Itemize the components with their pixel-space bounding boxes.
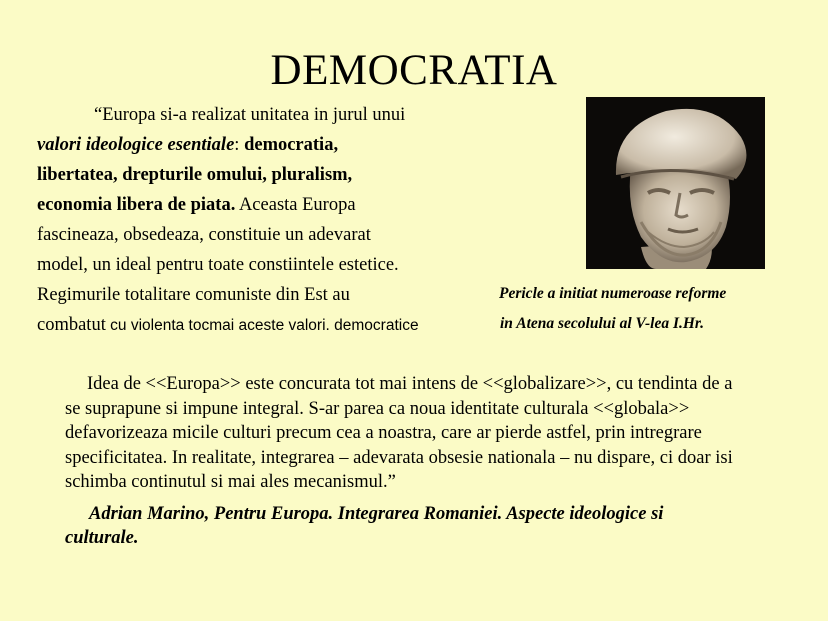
- quote-line-6: model, un ideal pentru toate constiintele estetice.: [37, 255, 399, 275]
- paragraph-line-3: defavorizeaza micile culturi precum cea a noastra, care ar pierde astfel, prin intregrare: [65, 423, 702, 443]
- citation-line-1: Adrian Marino, Pentru Europa. Integrarea Romaniei. Aspecte ideologice si: [89, 504, 664, 524]
- quote-line-5: fascineaza, obsedeaza, constituie un adevarat: [37, 225, 371, 245]
- quote-line-1: “Europa si-a realizat unitatea in jurul unui: [94, 105, 406, 125]
- quote-bold-term: democratia,: [244, 135, 339, 155]
- citation-line-2: culturale.: [65, 528, 139, 548]
- image-caption-line-2: in Atena secolului al V-lea I.Hr.: [500, 315, 704, 332]
- quote-bold-term: economia libera de piata.: [37, 195, 236, 215]
- paragraph-line-5: schimba continutul si mai ales mecanismul.”: [65, 472, 396, 492]
- paragraph-line-1: Idea de <<Europa>> este concurata tot mai intens de <<globalizare>>, cu tendinta de a: [87, 374, 733, 394]
- quote-text: combatut: [37, 315, 106, 335]
- quote-line-3: libertatea, drepturile omului, pluralism,: [37, 165, 353, 185]
- quote-line-8: [37, 310, 419, 341]
- paragraph-line-2: se suprapune si impune integral. S-ar parea ca noua identitate culturala <<globala>>: [65, 398, 690, 419]
- quote-paragraph-2: [65, 372, 825, 495]
- page-title: DEMOCRATIA: [270, 47, 558, 94]
- author-citation: [65, 502, 825, 550]
- image-caption-line-1: Pericle a initiat numeroase reforme: [499, 285, 727, 302]
- quote-line-7: Regimurile totalitare comuniste din Est au: [37, 285, 350, 305]
- quote-text-sans: cu violenta tocmai aceste valori. democratice: [105, 317, 419, 334]
- bust-illustration: [586, 97, 765, 269]
- quote-text: Aceasta Europa: [235, 195, 356, 215]
- paragraph-line-4: specificitatea. In realitate, integrarea – adevarata obsesie nationala – nu dispare, ci doar isi: [65, 447, 733, 468]
- quote-line-2: [37, 130, 338, 160]
- quote-colon: :: [234, 135, 245, 155]
- quote-emphasis: valori ideologice esentiale: [37, 135, 235, 155]
- pericles-bust-image: [586, 97, 765, 269]
- quote-line-4: [37, 190, 356, 220]
